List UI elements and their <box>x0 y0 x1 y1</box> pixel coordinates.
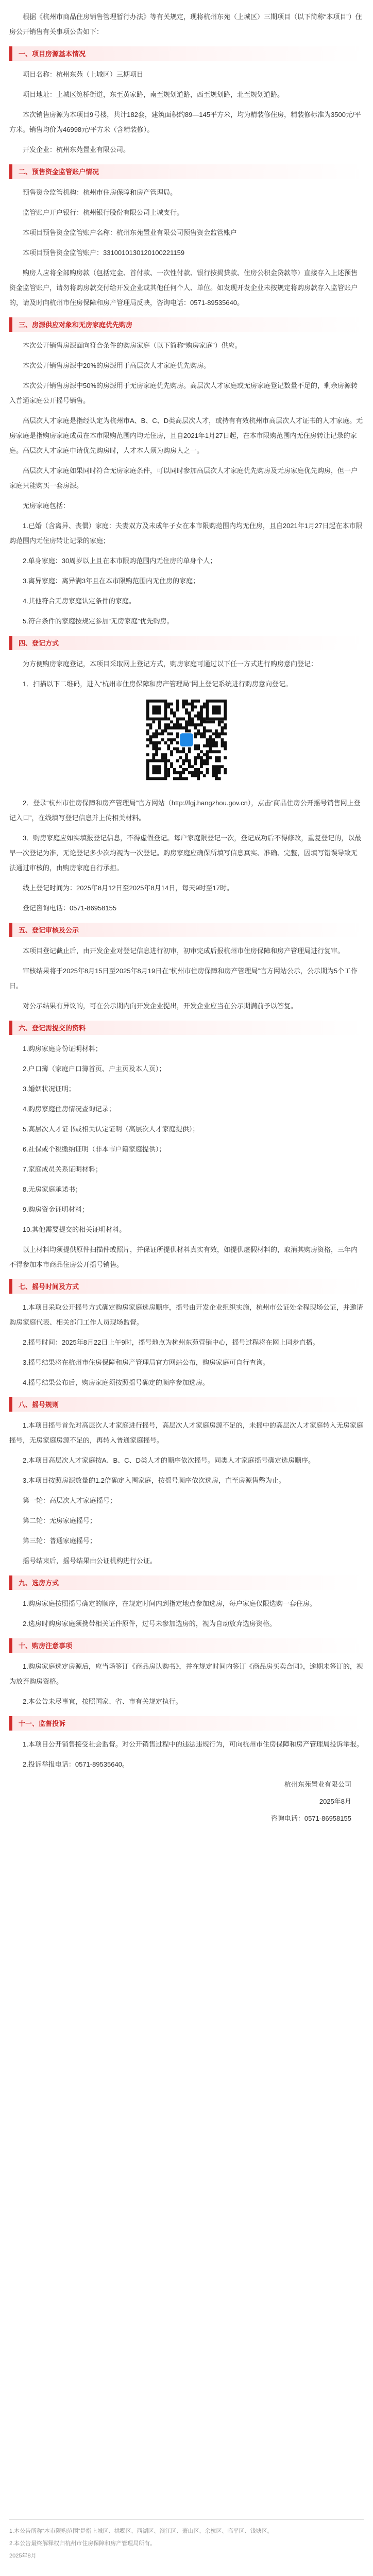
s1-p4: 开发企业：杭州东苑置业有限公司。 <box>23 146 130 154</box>
s6-p2: 2.户口簿（家庭户口簿首页、户主页及本人页）； <box>23 1065 166 1073</box>
s5-p1: 本项目登记截止后，由开发企业对登记信息进行初审，初审完成后报杭州市住房保障和房产管理局进行复审。 <box>23 947 345 955</box>
s4-p1: 为方便购房家庭登记，本项目采取网上登记方式，购房家庭可通过以下任一方式进行购房意向登记： <box>23 660 318 668</box>
s10-p2: 2.本公告未尽事宜，按照国家、省、市有关规定执行。 <box>23 1698 182 1705</box>
s4-p5: 线上登记时间为：2025年8月12日至2025年8月14日，每天9时至17时。 <box>23 884 233 892</box>
s2-p5: 购房人应将全部购房款（包括定金、首付款、一次性付款、银行按揭贷款、住房公积金贷款等）直接存入上述预售资金监管账户，请勿将购房款交付给开发企业或其他任何个人、单位。如发现开发企业未按规定将购房款存入监管账户的，请及时向杭州市住房保障和房产管理局反映，咨询电话：0571-89535640。 <box>9 269 358 307</box>
s4-p3: 2．登录“杭州市住房保障和房产管理局”官方网站（http://fgj.hangzhou.gov.cn），点击“商品住房公开摇号销售网上登记入口”，在线填写登记信息并上传相关材料。 <box>9 799 361 822</box>
intro-paragraph: 根据《杭州市商品住房销售管理暂行办法》等有关规定，现将杭州东苑（上城区）三期项目（以下简称“本项目”）住房公开销售有关事项公告如下： <box>9 13 362 36</box>
s1-p3: 本次销售房源为本项目9号楼，共计182套，建筑面积约89—145平方米，均为精装修住房，精装修标准为3500元/平方米。销售均价为46998元/平方米（含精装修）。 <box>9 111 361 133</box>
s6-p11: 以上材料均须提供原件扫描件或照片，并保证所提供材料真实有效，如提供虚假材料的，取消其购房资格，三年内不得参加本市商品住房公开摇号销售。 <box>9 1246 358 1268</box>
section-heading-6: 六、登记需提交的资料 <box>9 1021 364 1035</box>
qr-code-block[interactable] <box>9 697 364 788</box>
s3-p3: 本次公开销售房源中50%的房源用于无房家庭优先购房。高层次人才家庭或无房家庭登记数量不足的，剩余房源转入普通家庭公开摇号销售。 <box>9 382 358 404</box>
s3-p7: 1.已婚（含离异、丧偶）家庭：夫妻双方及未成年子女在本市限购范围内均无住房，且自2021年1月27日起在本市限购范围内无住房转让记录的家庭； <box>9 522 363 545</box>
s2-p1: 预售资金监管机构：杭州市住房保障和房产管理局。 <box>23 189 177 196</box>
s4-p4: 3．购房家庭应如实填报登记信息，不得虚假登记。每户家庭限登记一次，登记成功后不得修改，重复登记的，以最早一次登记为准，无论登记多少次均视为一次登记。购房家庭应确保所填写信息真实、准确、完整，因填写错误导致无法通过审核的，由购房家庭自行承担。 <box>9 834 362 872</box>
s3-p11: 5.符合条件的家庭按规定参加“无房家庭”优先购房。 <box>23 617 174 625</box>
s2-p3: 本项目预售资金监管账户名称：杭州东苑置业有限公司预售资金监管账户 <box>23 229 238 236</box>
s3-p10: 4.其他符合无房家庭认定条件的家庭。 <box>23 597 135 605</box>
s6-p9: 9.购房资金证明材料； <box>23 1206 89 1213</box>
s3-p5: 高层次人才家庭如果同时符合无房家庭条件，可以同时参加高层次人才家庭优先购房及无房家庭优先购房，但一户家庭只能购买一套房源。 <box>9 467 358 489</box>
s8-p2: 2.本项目高层次人才家庭按A、B、C、D类人才的顺序依次摇号。同类人才家庭摇号确定选房顺序。 <box>23 1456 315 1464</box>
section-heading-8: 八、摇号规则 <box>9 1397 364 1412</box>
section-heading-4: 四、登记方式 <box>9 636 364 650</box>
s8-p1: 1.本项目摇号首先对高层次人才家庭进行摇号，高层次人才家庭房源不足的，未摇中的高层次人才家庭转入无房家庭摇号，无房家庭房源不足的，再转入普通家庭摇号。 <box>9 1421 363 1444</box>
section-heading-2: 二、预售资金监管账户情况 <box>9 164 364 179</box>
s8-p7: 摇号结束后，摇号结果由公证机构进行公证。 <box>23 1557 157 1565</box>
section-heading-7: 七、摇号时间及方式 <box>9 1279 364 1294</box>
footnote-1: 1.本公告所称“本市限购范围”是指上城区、拱墅区、西湖区、滨江区、萧山区、余杭区、临平区、钱塘区。 <box>9 2528 273 2534</box>
s10-p1: 1.购房家庭选定房源后，应当场签订《商品房认购书》，并在规定时间内签订《商品房买卖合同》，逾期未签订的，视为放弃购房资格。 <box>9 1663 363 1685</box>
s6-p4: 4.购房家庭住房情况查询记录； <box>23 1105 115 1113</box>
section-heading-9: 九、选房方式 <box>9 1575 364 1590</box>
footnote-2: 2.本公告最终解释权归杭州市住房保障和房产管理局所有。 <box>9 2540 156 2547</box>
s9-p2: 2.选房时购房家庭须携带相关证件原件，过号未参加选房的，视为自动放弃选房资格。 <box>23 1620 276 1628</box>
s2-p2: 监管账户开户银行：杭州银行股份有限公司上城支行。 <box>23 209 184 216</box>
section-heading-10: 十、购房注意事项 <box>9 1638 364 1653</box>
s3-p1: 本次公开销售房源面向符合条件的购房家庭（以下简称“购房家庭”）供应。 <box>23 342 242 349</box>
s6-p5: 5.高层次人才证书或相关认定证明（高层次人才家庭提供）； <box>23 1125 199 1133</box>
s4-p2: 1．扫描以下二维码，进入“杭州市住房保障和房产管理局”网上登记系统进行购房意向登记。 <box>23 680 292 688</box>
section-heading-5: 五、登记审核及公示 <box>9 923 364 937</box>
s5-p2: 审核结果将于2025年8月15日至2025年8月19日在“杭州市住房保障和房产管理局”官方网站公示，公示期为5个工作日。 <box>9 967 358 990</box>
s6-p1: 1.购房家庭身份证明材料； <box>23 1045 102 1053</box>
signature-contact: 咨询电话：0571-86958155 <box>270 1815 351 1822</box>
s5-p3: 对公示结果有异议的，可在公示期内向开发企业提出，开发企业应当在公示期满前予以答复。 <box>23 1002 298 1010</box>
s8-p4: 第一轮：高层次人才家庭摇号； <box>23 1497 117 1504</box>
s7-p2: 2.摇号时间：2025年8月22日上午9时，摇号地点为杭州东苑营销中心，摇号过程将在网上同步直播。 <box>23 1338 319 1346</box>
footnote-3: 2025年8月 <box>9 2553 37 2559</box>
s6-p6: 6.社保或个税缴纳证明（非本市户籍家庭提供）； <box>23 1145 166 1153</box>
s6-p10: 10.其他需要提交的相关证明材料。 <box>23 1226 126 1233</box>
s7-p4: 4.摇号结果公布后，购房家庭须按照摇号确定的顺序参加选房。 <box>23 1379 209 1386</box>
signature-company: 杭州东苑置业有限公司 <box>284 1781 351 1788</box>
s1-p1: 项目名称：杭州东苑（上城区）三期项目 <box>23 71 144 78</box>
section-heading-11: 十一、监督投诉 <box>9 1716 364 1731</box>
s6-p8: 8.无房家庭承诺书； <box>23 1185 82 1193</box>
s4-p6: 登记咨询电话：0571-86958155 <box>23 904 117 912</box>
s3-p6: 无房家庭包括： <box>23 502 70 510</box>
footnotes <box>9 2519 364 2563</box>
s2-p4: 本项目预售资金监管账户：3310010130120100221159 <box>23 249 185 257</box>
s7-p1: 1.本项目采取公开摇号方式确定购房家庭选房顺序，摇号由开发企业组织实施，杭州市公证处全程现场公证，并邀请购房家庭代表、相关部门工作人员现场监督。 <box>9 1303 363 1326</box>
s3-p8: 2.单身家庭：30周岁以上且在本市限购范围内无住房的单身个人； <box>23 557 217 565</box>
s11-p1: 1.本项目公开销售接受社会监督。对公开销售过程中的违法违规行为，可向杭州市住房保障和房产管理局投诉举报。 <box>23 1740 363 1748</box>
s3-p4: 高层次人才家庭是指经认定为杭州市A、B、C、D类高层次人才，或持有有效杭州市高层次人才证书的人才家庭。无房家庭是指购房家庭成员在本市限购范围内均无住房，且自2021年1月27日起，在本市限购范围内无住房转让记录的家庭。高层次人才家庭申请优先购房时，人才本人须为购房人之一。 <box>9 417 363 454</box>
s8-p6: 第三轮：普通家庭摇号； <box>23 1537 97 1545</box>
section-heading-1: 一、项目房源基本情况 <box>9 46 364 61</box>
s8-p5: 第二轮：无房家庭摇号； <box>23 1517 97 1524</box>
s9-p1: 1.购房家庭按照摇号确定的顺序，在规定时间内到指定地点参加选房，每户家庭仅限选购一套住房。 <box>23 1600 316 1607</box>
s11-p2: 2.投诉举报电话：0571-89535640。 <box>23 1760 129 1768</box>
qr-code-icon[interactable] <box>143 697 230 783</box>
s6-p7: 7.家庭成员关系证明材料； <box>23 1165 102 1173</box>
s1-p2: 项目地址：上城区笕桥街道，东至黄家路，南至规划道路，西至规划路，北至规划道路。 <box>23 91 284 98</box>
s8-p3: 3.本项目按照房源数量的1.2倍确定入围家庭，按摇号顺序依次选房，直至房源售罄为止。 <box>23 1477 285 1484</box>
signature-date: 2025年8月 <box>319 1798 351 1805</box>
s7-p3: 3.摇号结果将在杭州市住房保障和房产管理局官方网站公布，购房家庭可自行查询。 <box>23 1359 269 1366</box>
s3-p2: 本次公开销售房源中20%的房源用于高层次人才家庭优先购房。 <box>23 362 211 369</box>
section-heading-3: 三、房源供应对象和无房家庭优先购房 <box>9 317 364 332</box>
s6-p3: 3.婚姻状况证明； <box>23 1085 75 1093</box>
s3-p9: 3.离异家庭：离异满3年且在本市限购范围内无住房的家庭； <box>23 577 200 585</box>
